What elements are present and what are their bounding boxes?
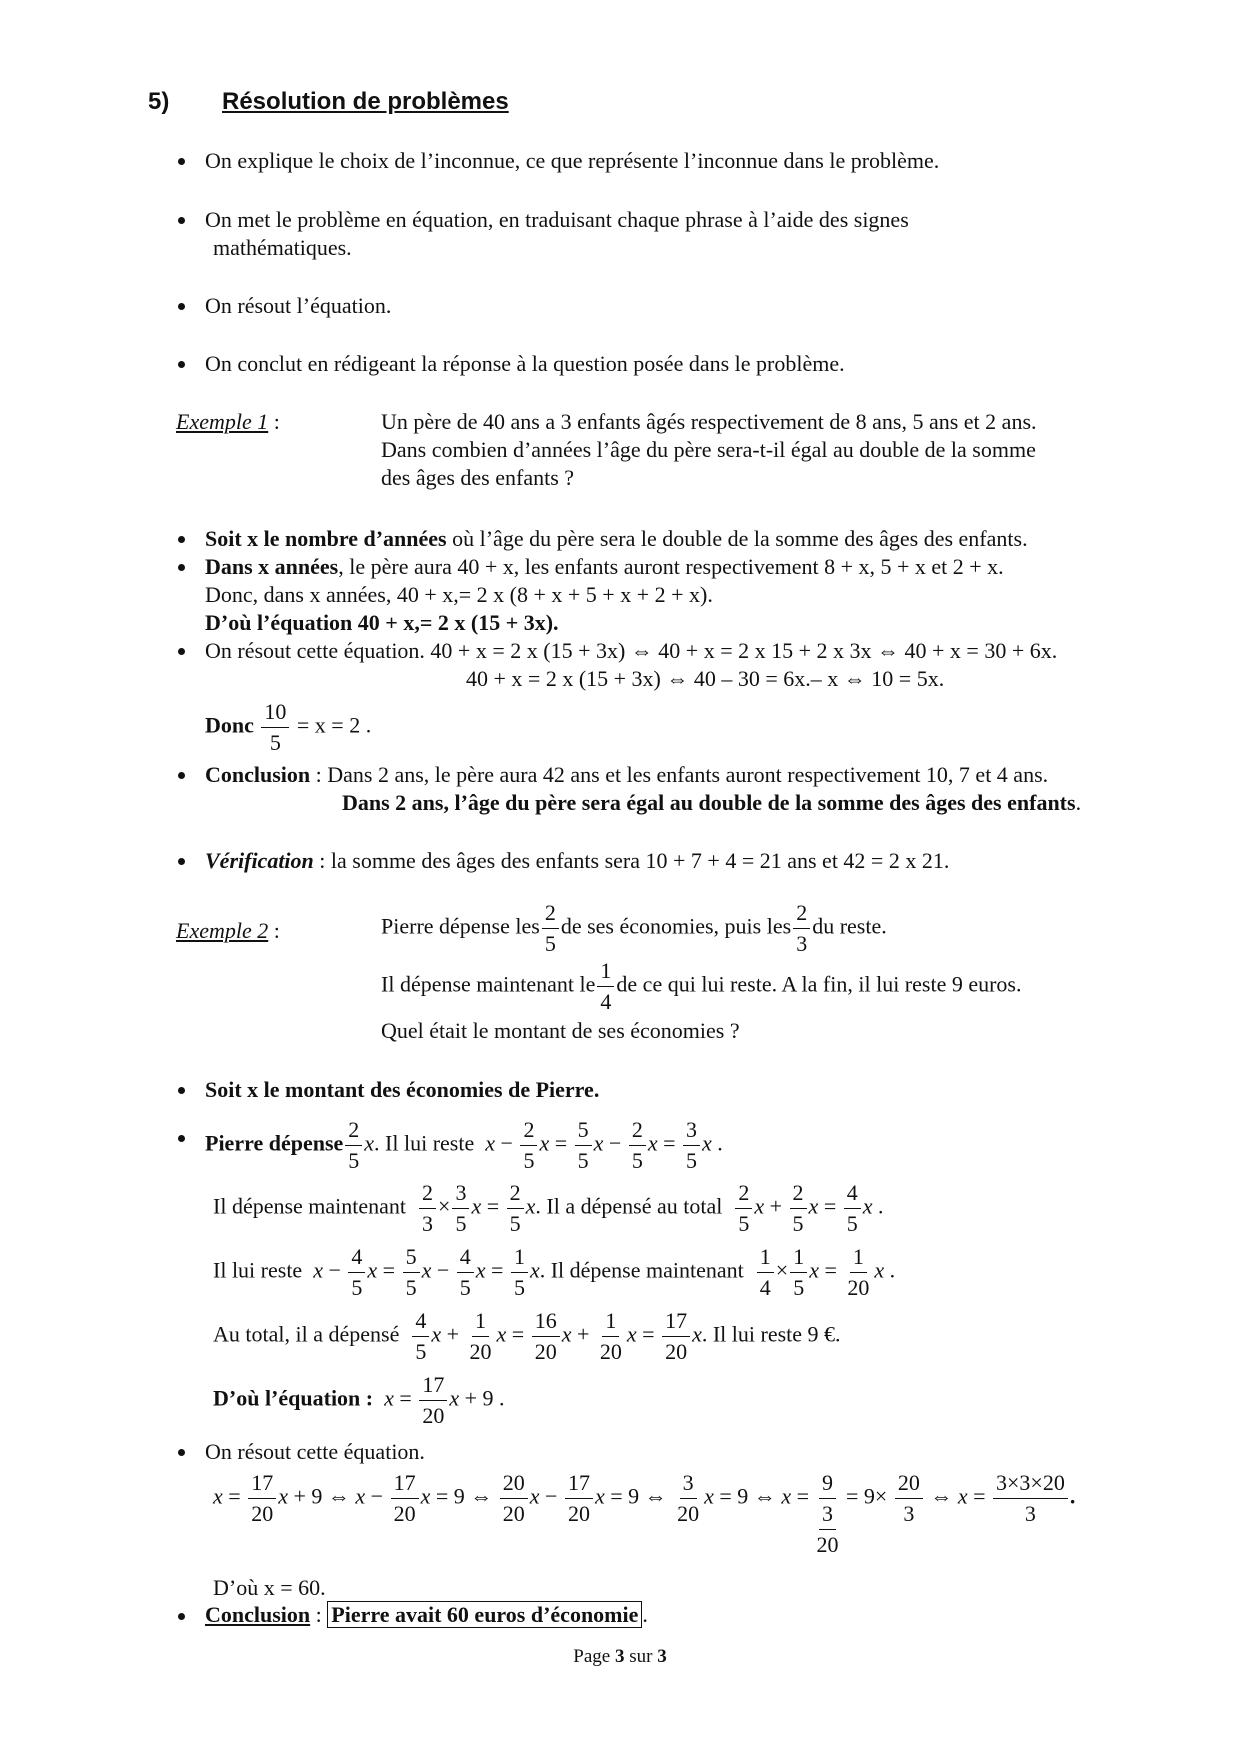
method-step-2-cont: mathématiques. [213,235,352,260]
section-title: Résolution de problèmes [222,88,509,115]
bullet-icon [178,648,185,655]
bullet-icon [178,1087,185,1094]
bullet-icon [178,1449,185,1456]
bullet-icon [178,361,185,368]
ex1-equation: D’où l’équation 40 + x,= 2 x (15 + 3x). [205,610,559,635]
ex2-dou-x: D’où x = 60. [213,1575,326,1600]
bullet-icon [178,217,185,224]
example-1-statement-3: des âges des enfants ? [381,465,575,490]
ex1-conclusion: Conclusion : Dans 2 ans, le père aura 42 ans et les enfants auront respectivement 10, 7 et 4 ans. [205,762,1049,787]
method-step-4: On conclut en rédigeant la réponse à la question posée dans le problème. [205,351,845,376]
ex1-dans: Dans x années, le père aura 40 + x, les enfants auront respectivement 8 + x, 5 + x et 2 + x. [205,554,1004,579]
example-2-label: Exemple 2 : [176,918,280,943]
method-step-3: On résout l’équation. [205,293,392,318]
bullet-icon [178,564,185,571]
example-2-statement-3: Quel était le montant de ses économies ? [381,1018,740,1043]
example-2-statement-1: Pierre dépense les $\frac{2}{5}$ de ses économies, puis les $\frac{2}{3}$ du reste. [381,900,887,956]
bullet-icon [178,303,185,310]
example-2-statement-2: Il dépense maintenant le $\frac{1}{4}$ de ce qui lui reste. A la fin, il lui reste 9 euros. [381,958,1022,1014]
ex2-au-total: Au total, il a dépensé $\frac{4}{5}$ x + $\frac{1}{20}$ x = $\frac{16}{20}$ x + $\frac{1}{20}$ x = $\frac{17}{20}$ x. Il lui reste 9 €. [213,1308,841,1364]
ex2-resout: On résout cette équation. [205,1439,425,1464]
method-step-1: On explique le choix de l’inconnue, ce que représente l’inconnue dans le problème. [205,148,940,173]
ex2-pierre-depense: Pierre dépense $\frac{2}{5}$ x. Il lui reste x − $\frac{2}{5}$ x = $\frac{5}{5}$ x − $\frac{2}{5}$ x = $\frac{3}{5}$ x . [205,1117,723,1173]
ex2-depense-maintenant: Il dépense maintenant $\frac{2}{3}$ × $\frac{3}{5}$ x = $\frac{2}{5}$ x. Il a dépensé au total $\frac{2}{5}$ x + $\frac{2}{5}$ x = $\frac{4}{5}$ x . [213,1180,884,1236]
bullet-icon [178,1613,185,1620]
example-1-statement-2: Dans combien d’années l’âge du père sera-t-il égal au double de la somme [381,437,1036,462]
ex1-donc-line: Donc, dans x années, 40 + x,= 2 x (8 + x + 5 + x + 2 + x). [205,582,713,607]
page-footer: Page 3 sur 3 [573,1646,667,1667]
bullet-icon [178,858,185,865]
ex2-lui-reste: Il lui reste x − $\frac{4}{5}$ x = $\frac{5}{5}$ x − $\frac{4}{5}$ x = $\frac{1}{5}$ x. Il dépense maintenant $\frac{1}{4}$ × $\frac{1}{5}$ x = $\frac{1}{20}$ x . [213,1244,896,1300]
ex2-conclusion: Conclusion : Pierre avait 60 euros d’économie . [205,1602,648,1627]
bullet-icon [178,158,185,165]
bullet-icon [178,536,185,543]
ex1-donc-result: Donc $\frac{10}{5}$ = x = 2 . [205,697,371,758]
fraction: $\frac{10}{5}$ [261,697,289,758]
ex1-solve-1: On résout cette équation. 40 + x = 2 x (15 + 3x) ⇔ 40 + x = 2 x 15 + 2 x 3x ⇔ 40 + x = 30 + 6x. [205,638,1058,663]
ex1-solve-2: 40 + x = 2 x (15 + 3x) ⇔ 40 – 30 = 6x.– x ⇔ 10 = 5x. [466,666,945,691]
bullet-icon [178,1135,185,1142]
bullet-icon [178,772,185,779]
ex2-soit: Soit x le montant des économies de Pierre. [205,1077,600,1102]
ex1-conclusion-bold: Dans 2 ans, l’âge du père sera égal au double de la somme des âges des enfants. [342,790,1082,815]
example-1-label: Exemple 1 : [176,409,280,434]
ex2-equation: D’où l’équation : x = $\frac{17}{20}$ x + 9 . [213,1372,505,1428]
ex1-verification: Vérification : la somme des âges des enfants sera 10 + 7 + 4 = 21 ans et 42 = 2 x 21. [205,848,950,873]
section-number: 5) [148,88,170,115]
ex1-soit: Soit x le nombre d’années où l’âge du père sera le double de la somme des âges des enfants. [205,526,1028,551]
conclusion-box: Pierre avait 60 euros d’économie [327,1601,642,1628]
example-1-statement-1: Un père de 40 ans a 3 enfants âgés respectivement de 8 ans, 5 ans et 2 ans. [381,409,1037,434]
method-step-2: On met le problème en équation, en traduisant chaque phrase à l’aide des signes [205,207,909,232]
ex2-resolution-chain: x = $\frac{17}{20}$ x + 9 ⇔ x − $\frac{17}{20}$ x = 9 ⇔ $\frac{20}{20}$ x − $\frac{17}{20}$ x = 9 ⇔ $\frac{3}{20}$ x = 9 ⇔ x = 9 3 20 = 9× $\frac{20}{3}$ ⇔ x = $\frac{3\times 3\times 20}{3}$ . [213,1470,1076,1557]
